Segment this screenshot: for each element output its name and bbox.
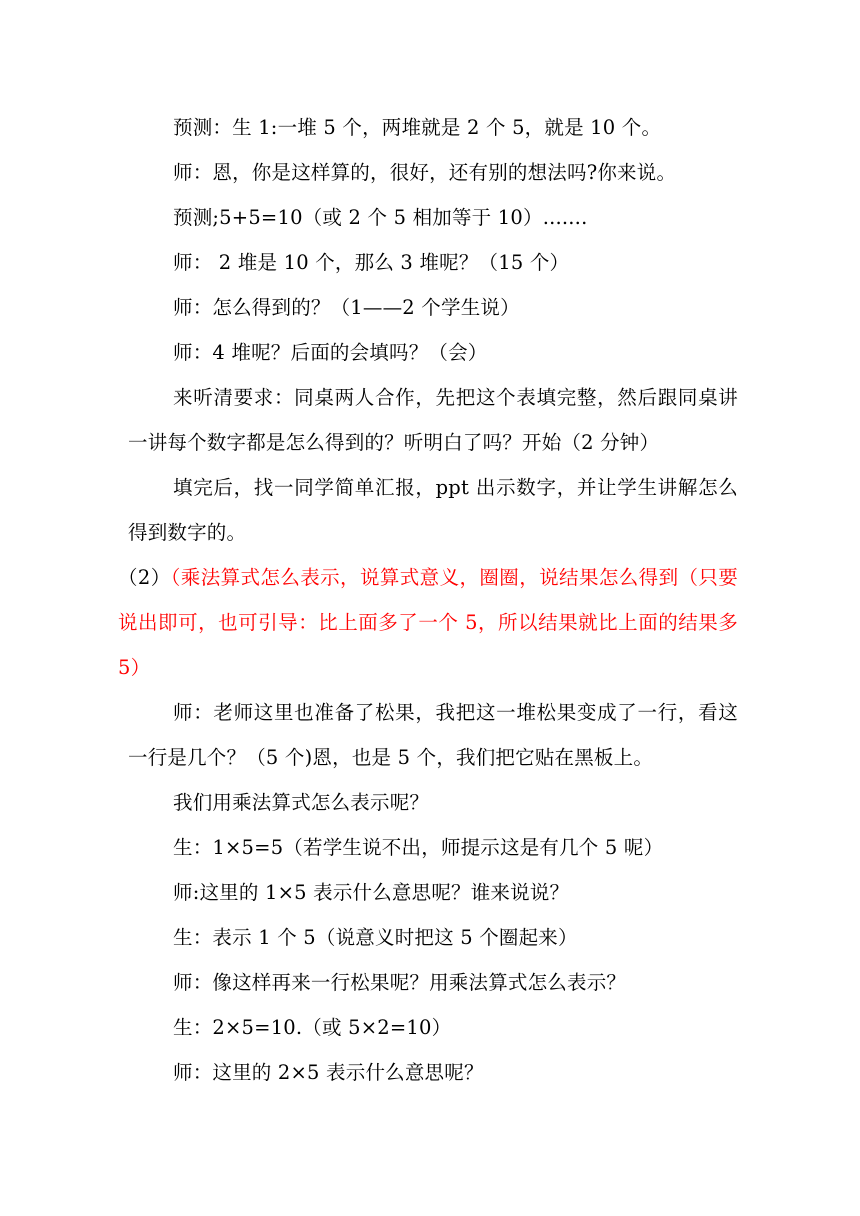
section-2-number: （2） xyxy=(118,566,171,589)
text-line-5: 师：怎么得到的？（1——2 个学生说） xyxy=(173,296,520,319)
text-line-11: 师：像这样再来一行松果呢？用乘法算式怎么表示？ xyxy=(173,971,627,994)
text-line-4: 师： 2 堆是 10 个，那么 3 堆呢？（15 个） xyxy=(173,251,570,274)
teacher-paragraph: 师：老师这里也准备了松果，我把这一堆松果变成了一行，看这一行是几个？（5 个)恩，也是 5 个，我们把它贴在黑板上。 xyxy=(128,701,738,769)
text-line-3: 预测;5+5=10（或 2 个 5 相加等于 10）....... xyxy=(173,206,588,229)
requirement-paragraph: 来听清要求：同桌两人合作，先把这个表填完整，然后跟同桌讲一讲每个数字都是怎么得到的？听明白了吗？开始（2 分钟） xyxy=(128,386,738,454)
text-line-13: 师：这里的 2×5 表示什么意思呢？ xyxy=(173,1061,484,1084)
text-line-9: 师:这里的 1×5 表示什么意思呢？谁来说说？ xyxy=(173,881,570,904)
text-line-6: 师：4 堆呢？后面的会填吗？（会） xyxy=(173,341,488,364)
text-line-1: 预测：生 1:一堆 5 个，两堆就是 2 个 5，就是 10 个。 xyxy=(173,116,662,139)
text-line-7: 我们用乘法算式怎么表示呢？ xyxy=(173,791,430,814)
text-line-2: 师：恩，你是这样算的，很好，还有别的想法吗?你来说。 xyxy=(173,161,677,184)
report-paragraph: 填完后，找一同学简单汇报，ppt 出示数字，并让学生讲解怎么得到数字的。 xyxy=(128,476,738,544)
text-line-12: 生：2×5=10.（或 5×2=10） xyxy=(173,1016,452,1039)
section-2-paragraph xyxy=(118,555,738,690)
document-page xyxy=(118,105,738,1095)
text-line-8: 生：1×5=5（若学生说不出，师提示这是有几个 5 呢） xyxy=(173,836,664,859)
text-line-10: 生：表示 1 个 5（说意义时把这 5 个圈起来） xyxy=(173,926,578,949)
section-2-red-note: （乘法算式怎么表示，说算式意义，圈圈，说结果怎么得到（只要说出即可，也可引导：比上面多了一个 5，所以结果就比上面的结果多 5） xyxy=(118,566,738,679)
